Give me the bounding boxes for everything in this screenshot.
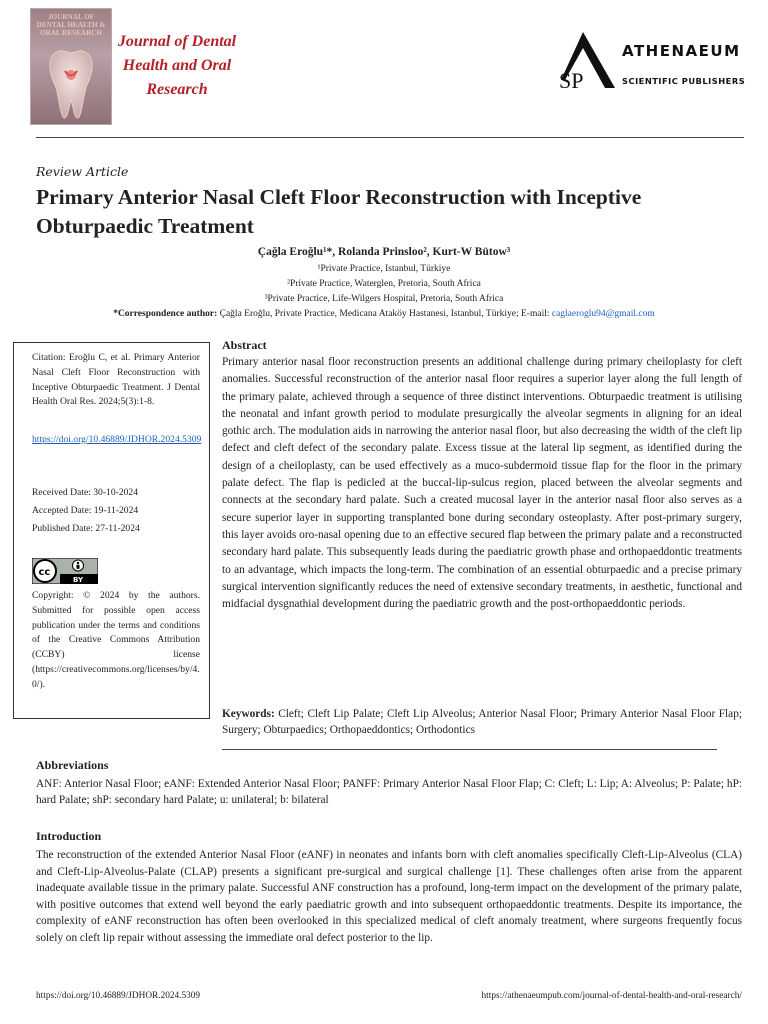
doi-link[interactable]: https://doi.org/10.46889/JDHOR.2024.5309 (32, 434, 202, 445)
footer-doi-link[interactable]: https://doi.org/10.46889/JDHOR.2024.5309 (36, 991, 201, 1001)
abstract-heading: Abstract (222, 338, 267, 352)
keywords (222, 706, 742, 738)
affiliation-3: ³Private Practice, Life-Wilgers Hospital, Pretoria, South Africa (264, 294, 504, 304)
svg-text:SP: SP (559, 68, 584, 90)
correspondence-label: *Correspondence author: (113, 309, 218, 319)
copyright-text: Copyright: © 2024 by the authors. Submitted for possible open access publication under the terms and conditions of the Creative Commons Attribution (CCBY) license (https://creativecommons.org/licenses/by/4.0/). (32, 590, 200, 690)
correspondence-email-link[interactable]: caglaeroglu94@gmail.com (551, 309, 655, 319)
affiliation-1: ¹Private Practice, Istanbul, Türkiye (317, 264, 451, 274)
tooth-icon (43, 47, 99, 121)
introduction-body: The reconstruction of the extended Anterior Nasal Floor (eANF) in neonates and infants born with cleft anomalies specifically Cleft-Lip-Alveolus (CLA) and Cleft-Lip-Alveolus-Palate (CLAP) presents a significant pre-surgical and surgical challenge [1]. These challenges often arise from the apparent inadequate available tissue in the primary palate. Successful ANF construction has a profound, long-term impact on the development of the primary palate, with positive outcomes that extend well beyond the early paediatric growth and into subsequent orthopaeddontic treatments. Despite its importance, the complexity of eANF reconstruction has often been overlooked in this specialized medical of cleft anomaly treatment, where surgeons frequently focus solely on cleft lip repair without assessing the immediate oral defect posterior to the lip. (36, 849, 742, 944)
cover-title: JOURNAL OF DENTAL HEALTH & ORAL RESEARCH (36, 13, 106, 38)
accepted-date: Accepted Date: 19-11-2024 (32, 505, 139, 516)
publisher-logo (553, 30, 619, 90)
author-list: Çağla Eroğlu¹*, Rolanda Prinsloo², Kurt-W Bütow³ (257, 246, 511, 258)
header-divider (36, 137, 744, 138)
abbreviations-heading: Abbreviations (36, 758, 109, 772)
publisher-subtitle: SCIENTIFIC PUBLISHERS (622, 76, 746, 86)
svg-text:BY: BY (73, 576, 84, 584)
publisher-name: ATHENAEUM (622, 42, 741, 60)
journal-cover-image (30, 8, 112, 125)
received-date: Received Date: 30-10-2024 (32, 487, 139, 498)
correspondence-text: Çağla Eroğlu, Private Practice, Medicana Ataköy Hastanesi, Istanbul, Türkiye; E-mail: (217, 309, 552, 319)
footer-journal-link[interactable]: https://athenaeumpub.com/journal-of-dental-health-and-oral-research/ (481, 991, 742, 1001)
keywords-text: Cleft; Cleft Lip Palate; Cleft Lip Alveolus; Anterior Nasal Floor; Primary Anterior Nasal Floor Flap; Surgery; Obturpaedics; Orthopaeddontics; Orthodontics (222, 708, 742, 736)
introduction-heading: Introduction (36, 829, 102, 843)
affiliation-2: ²Private Practice, Waterglen, Pretoria, South Africa (287, 279, 481, 289)
page-header (0, 0, 768, 140)
citation-text: Citation: Eroğlu C, et al. Primary Anterior Nasal Cleft Floor Reconstruction with Inceptive Obturpaedic Treatment. J Dental Health Oral Res. 2024;5(3):1-8. (32, 352, 200, 408)
keywords-divider (222, 749, 717, 750)
abstract-body: Primary anterior nasal floor reconstruction presents an additional challenge during primary cheiloplasty for cleft anomalies. Successful reconstruction of the anterior nasal floor requires a superior layer along the full length of the primary palate, achieved through a sequence of three distinct interventions. Obturpaedic treatment is utilising the neonatal and infant growth period to modulate presurgically the alveolar segments in aligning for an ideal gothic arch. The modulation aids in narrowing the anterior nasal floor, but also decreasing the width of the cleft lip defect and cleft defect of the secondary palate. Excess tissue at the lateral lip segment, as identified during the design of a cheiloplasty, can be used effectively as a muco-subdermoid tissue flap for the floor in the primary palate defect. The flap is pedicled at the buccal-lip-sulcus region, placed between the alveolar segments and connects at the secondary hard palate. Such a created mucosal layer in the anterior nasal floor also serves as a secure superior layer in supporting transplanted bone during secondary osteoplasty. After post-primary surgery, this layer avoids oro-nasal opening due to an effective secured flap between the primary palate and a reconstructed secondary hard palate. This subsequently leads during the paediatric growth phase and orthopaeddontic treatments to an advantage, which impacts the long-term. The combination of an essential obturpaedic and a precise primary surgical intervention significantly reduces the need of extensive secondary treatments, in aesthetic, functional and midfacial dysgnathial development during the paediatric growth and the post-orthopaeddontic periods. (222, 356, 742, 611)
abbreviations-body: ANF: Anterior Nasal Floor; eANF: Extended Anterior Nasal Floor; PANFF: Primary Anterior Nasal Floor Flap; C: Cleft; L: Lip; A: Alveolus; P: Palate; hP: hard Palate; shP: secondary hard Palate; u: unilateral; b: bilateral (36, 778, 742, 806)
article-type: Review Article (36, 164, 129, 179)
journal-title: Journal of Dental Health and Oral Research (117, 33, 237, 98)
published-date: Published Date: 27-11-2024 (32, 523, 140, 534)
article-info-box (13, 342, 210, 719)
svg-text:cc: cc (38, 567, 51, 578)
correspondence (0, 309, 768, 319)
creative-commons-badge (32, 558, 98, 584)
keywords-label: Keywords: (222, 708, 275, 720)
article-title: Primary Anterior Nasal Cleft Floor Reconstruction with Inceptive Obturpaedic Treatment (36, 185, 642, 238)
